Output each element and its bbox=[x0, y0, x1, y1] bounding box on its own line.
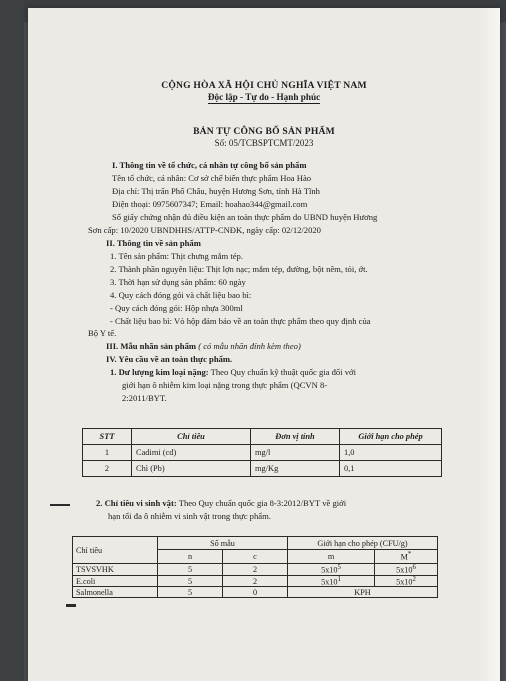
cell-M-base: 5x10 bbox=[396, 565, 413, 575]
heavy-metals-line-1 bbox=[110, 367, 356, 378]
col-samples: Số mẫu bbox=[158, 537, 288, 550]
cell-limit: 1,0 bbox=[340, 445, 442, 461]
section-3-heading: III. Mẫu nhãn sản phẩm bbox=[106, 341, 197, 351]
pen-mark bbox=[66, 604, 76, 607]
heavy-metals-label: 1. Dư lượng kim loại nặng: bbox=[110, 367, 209, 377]
packaging-heading: 4. Quy cách đóng gói và chất liệu bao bì: bbox=[110, 290, 252, 300]
cell-unit: mg/l bbox=[251, 445, 340, 461]
microbial-line-2: hạn tối đa ô nhiễm vi sinh vật trong thực phẩm. bbox=[108, 511, 271, 521]
cell-M bbox=[375, 564, 438, 576]
cell-M-base: 5x10 bbox=[396, 577, 413, 587]
table-row bbox=[83, 461, 442, 477]
cell-M-exp: 2 bbox=[412, 575, 416, 583]
heavy-metals-text: Theo Quy chuẩn kỹ thuật quốc gia đối với bbox=[208, 367, 356, 377]
microbial-line-1 bbox=[96, 498, 346, 509]
cell-c: 2 bbox=[223, 564, 288, 576]
national-header: CỘNG HÒA XÃ HỘI CHỦ NGHĨA VIỆT NAM bbox=[161, 80, 367, 91]
cell-indicator: E.coli bbox=[73, 575, 158, 587]
document-title: BẢN TỰ CÔNG BỐ SẢN PHẨM bbox=[193, 126, 335, 137]
cell-indicator: Salmonella bbox=[73, 587, 158, 598]
col-M-label: M bbox=[400, 552, 408, 562]
cell-indicator: Chì (Pb) bbox=[132, 461, 251, 477]
microbial-text: Theo Quy chuẩn quốc gia 8-3:2012/BYT về giới bbox=[176, 498, 347, 508]
col-M bbox=[375, 550, 438, 564]
table-row bbox=[73, 587, 438, 598]
col-unit: Đơn vị tính bbox=[251, 429, 340, 445]
plastic-sleeve-edge bbox=[478, 8, 500, 681]
col-c: c bbox=[223, 550, 288, 564]
cell-m bbox=[288, 575, 375, 587]
microbial-label: 2. Chỉ tiêu vi sinh vật: bbox=[96, 498, 177, 508]
certificate-line-2: Sơn cấp: 10/2020 UBNDHHS/ATTP-CNĐK, ngày cấp: 02/12/2020 bbox=[88, 225, 321, 235]
heavy-metals-line-3: 2:2011/BYT. bbox=[122, 393, 167, 403]
product-shelf-life: 3. Thời hạn sử dụng sản phẩm: 60 ngày bbox=[110, 277, 246, 287]
col-stt: STT bbox=[83, 429, 132, 445]
cell-m-exp: 5 bbox=[337, 564, 341, 571]
cell-c: 0 bbox=[223, 587, 288, 598]
col-m: m bbox=[288, 550, 375, 564]
packaging-spec: - Quy cách đóng gói: Hộp nhựa 300ml bbox=[110, 303, 243, 313]
cell-c: 2 bbox=[223, 575, 288, 587]
cell-m-base: 5x10 bbox=[321, 565, 338, 575]
col-limit: Giới hạn cho phép bbox=[340, 429, 442, 445]
table-header-row bbox=[83, 429, 442, 445]
org-name: Tên tổ chức, cá nhân: Cơ sở chế biến thực phẩm Hoa Hào bbox=[112, 173, 312, 183]
cell-M-exp: 6 bbox=[412, 564, 416, 571]
table-row bbox=[83, 445, 442, 461]
heavy-metals-table bbox=[82, 428, 442, 477]
cell-n: 5 bbox=[158, 564, 223, 576]
table-row bbox=[73, 564, 438, 576]
cell-m bbox=[288, 564, 375, 576]
packaging-material-cont: Bộ Y tế. bbox=[88, 328, 117, 338]
certificate-line-1: Số giấy chứng nhận đủ điều kiện an toàn thực phẩm do UBND huyện Hương bbox=[112, 212, 378, 222]
product-name: 1. Tên sản phẩm: Thịt chưng mắm tép. bbox=[110, 251, 243, 261]
cell-M bbox=[375, 575, 438, 587]
desk-background-left bbox=[0, 0, 24, 681]
cell-m-exp: 1 bbox=[337, 575, 341, 583]
cell-stt: 2 bbox=[83, 461, 132, 477]
org-address: Địa chỉ: Thị trấn Phố Châu, huyện Hương Sơn, tỉnh Hà Tĩnh bbox=[112, 186, 320, 196]
cell-m-base: 5x10 bbox=[321, 577, 338, 587]
document-number: Số: 05/TCBSPTCMT/2023 bbox=[214, 138, 314, 148]
section-3 bbox=[106, 341, 301, 352]
national-motto-text: Độc lập - Tự do - Hạnh phúc bbox=[207, 92, 321, 102]
cell-indicator: Cadimi (cd) bbox=[132, 445, 251, 461]
table-row bbox=[73, 575, 438, 587]
table-header-row bbox=[73, 537, 438, 550]
col-M-mark: * bbox=[407, 551, 412, 559]
col-indicator: Chỉ tiêu bbox=[73, 537, 158, 564]
packaging-material: - Chất liệu bao bì: Vỏ hộp đảm bảo về an toàn thực phẩm theo quy định của bbox=[110, 316, 371, 326]
org-contact: Điện thoại: 0975607347; Email: hoahao344@gmail.com bbox=[112, 199, 308, 209]
col-n: n bbox=[158, 550, 223, 564]
section-2-heading: II. Thông tin về sản phẩm bbox=[106, 238, 201, 248]
cell-limit: 0,1 bbox=[340, 461, 442, 477]
cell-stt: 1 bbox=[83, 445, 132, 461]
cell-n: 5 bbox=[158, 575, 223, 587]
cell-kph: KPH bbox=[288, 587, 438, 598]
section-3-note: ( có mẫu nhãn đính kèm theo) bbox=[198, 341, 301, 351]
col-limit: Giới hạn cho phép (CFU/g) bbox=[288, 537, 438, 550]
section-4-heading: IV. Yêu cầu về an toàn thực phẩm. bbox=[106, 354, 233, 364]
pen-mark bbox=[50, 504, 70, 506]
cell-unit: mg/Kg bbox=[251, 461, 340, 477]
col-indicator: Chỉ tiêu bbox=[132, 429, 251, 445]
product-ingredients: 2. Thành phần nguyên liệu: Thịt lợn nạc; mắm tép, đường, bột nêm, tỏi, ớt. bbox=[110, 264, 368, 274]
document-page bbox=[28, 8, 500, 681]
cell-indicator: TSVSVHK bbox=[73, 564, 158, 576]
microbial-table bbox=[72, 536, 438, 598]
national-motto bbox=[28, 92, 500, 104]
heavy-metals-line-2: giới hạn ô nhiễm kim loại nặng trong thực phẩm (QCVN 8- bbox=[122, 380, 328, 390]
cell-n: 5 bbox=[158, 587, 223, 598]
section-1-heading: I. Thông tin về tổ chức, cá nhân tự công bố sản phẩm bbox=[112, 160, 307, 170]
